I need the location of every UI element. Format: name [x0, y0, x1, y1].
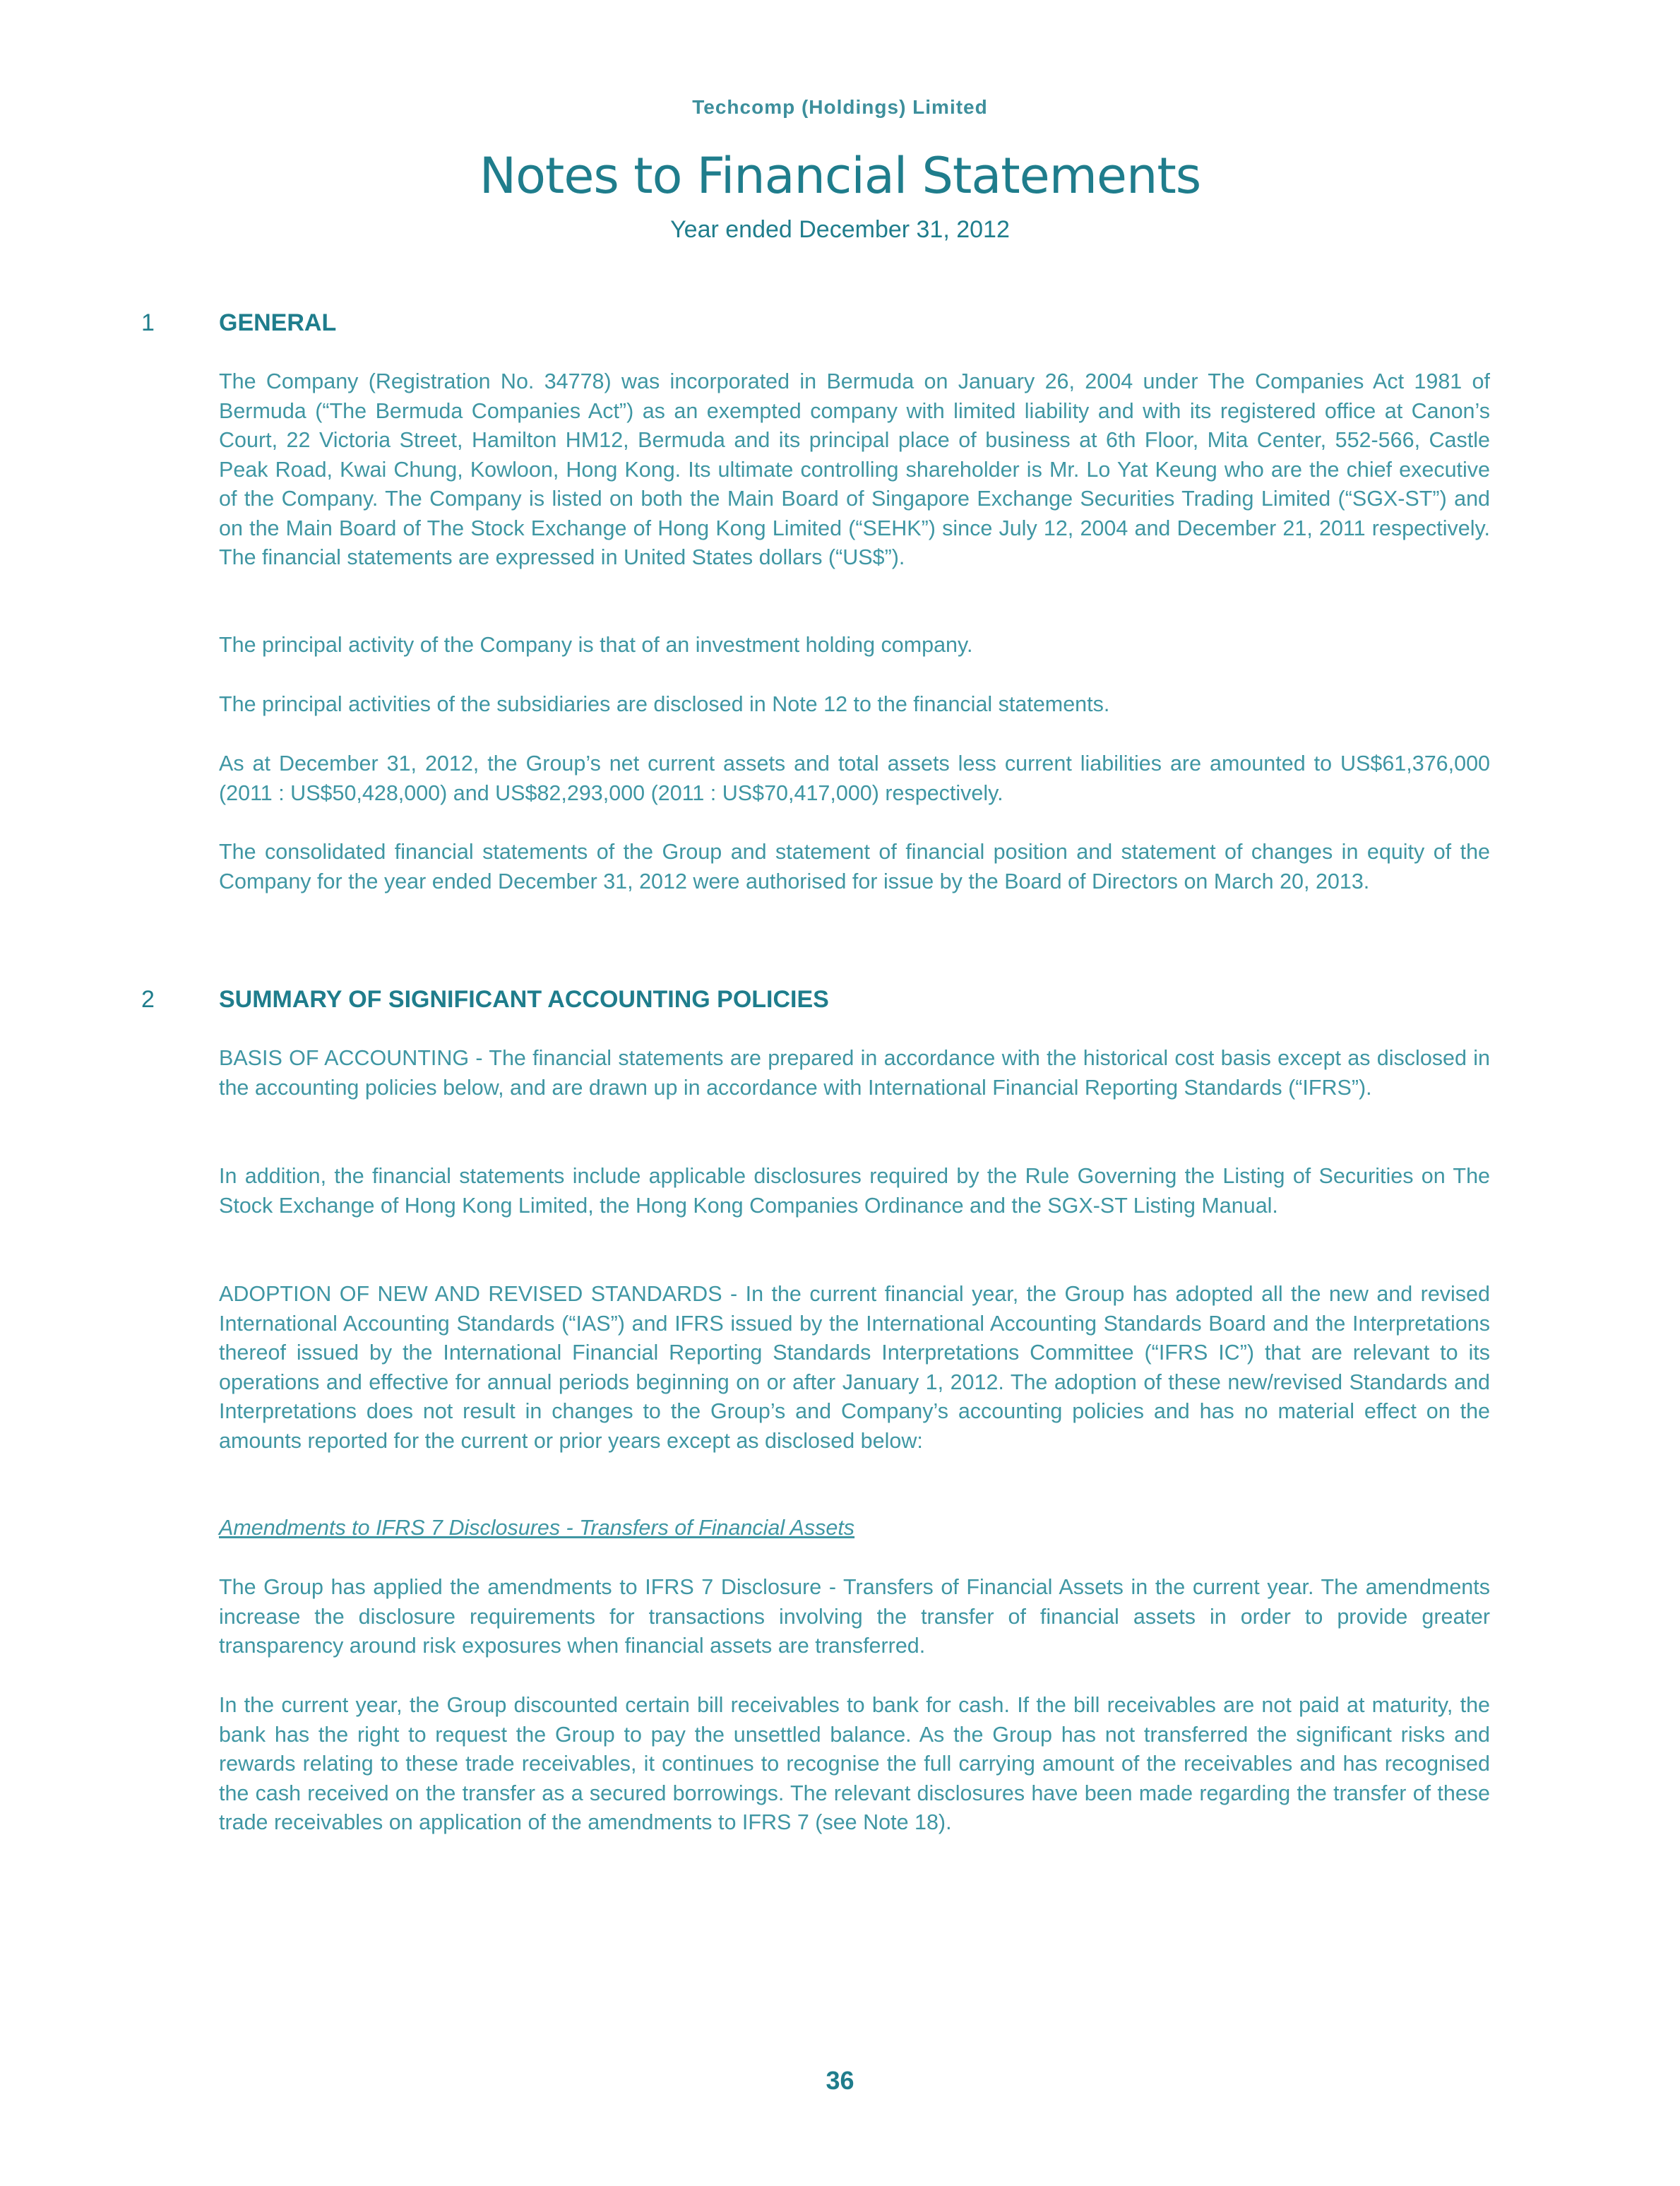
- paragraph: The principal activities of the subsidiaries are disclosed in Note 12 to the financial statements.: [219, 692, 1110, 716]
- section-number: 2: [141, 986, 155, 1013]
- paragraph: ADOPTION OF NEW AND REVISED STANDARDS - In the current financial year, the Group has adopted all the new and revised International Accounting Standards (“IAS”) and IFRS issued by the International Accounting Standards Board and the Interpretations thereof issued by the International Financial Reporting Standards Interpretations Committee (“IFRS IC”) that are relevant to its operations and effective for annual periods beginning on or after January 1, 2012. The adoption of these new/revised Standards and Interpretations does not result in changes to the Group’s and Company’s accounting policies and has no material effect on the amounts reported for the current or prior years except as disclosed below:: [219, 1282, 1490, 1453]
- subsection-heading: Amendments to IFRS 7 Disclosures - Transfers of Financial Assets: [219, 1516, 855, 1540]
- paragraph: In the current year, the Group discounted certain bill receivables to bank for cash. If the bill receivables are not paid at maturity, the bank has the right to request the Group to pay the unsettled balance. As the Group has not transferred the significant risks and rewards relating to these trade receivables, it continues to recognise the full carrying amount of the receivables and has recognised the cash received on the transfer as a secured borrowings. The relevant disclosures have been made regarding the transfer of these trade receivables on application of the amendments to IFRS 7 (see Note 18).: [219, 1693, 1490, 1834]
- paragraph: As at December 31, 2012, the Group’s net current assets and total assets less current liabilities are amounted to US$61,376,000 (2011 : US$50,428,000) and US$82,293,000 (2011 : US$70,417,000) respectively.: [219, 752, 1490, 805]
- paragraph: The principal activity of the Company is that of an investment holding company.: [219, 633, 973, 657]
- section-title: GENERAL: [219, 309, 337, 336]
- page-number: 36: [826, 2066, 854, 2095]
- paragraph: BASIS OF ACCOUNTING - The financial statements are prepared in accordance with the historical cost basis except as disclosed in the accounting policies below, and are drawn up in accordance with International Financial Reporting Standards (“IFRS”).: [219, 1046, 1490, 1100]
- paragraph: The consolidated financial statements of the Group and statement of financial position and statement of changes in equity of the Company for the year ended December 31, 2012 were authorised for issue by the Board of Directors on March 20, 2013.: [219, 840, 1490, 893]
- page-subtitle: Year ended December 31, 2012: [670, 216, 1010, 243]
- company-name: Techcomp (Holdings) Limited: [692, 96, 988, 118]
- paragraph: The Company (Registration No. 34778) was incorporated in Bermuda on January 26, 2004 under The Companies Act 1981 of Bermuda (“The Bermuda Companies Act”) as an exempted company with limited liability and with its registered office at Canon’s Court, 22 Victoria Street, Hamilton HM12, Bermuda and its principal place of business at 6th Floor, Mita Center, 552-566, Castle Peak Road, Kwai Chung, Kowloon, Hong Kong. Its ultimate controlling shareholder is Mr. Lo Yat Keung who are the chief executive of the Company. The Company is listed on both the Main Board of Singapore Exchange Securities Trading Limited (“SGX-ST”) and on the Main Board of The Stock Exchange of Hong Kong Limited (“SEHK”) since July 12, 2004 and December 21, 2011 respectively. The financial statements are expressed in United States dollars (“US$”).: [219, 369, 1490, 569]
- paragraph: The Group has applied the amendments to IFRS 7 Disclosure - Transfers of Financial Assets in the current year. The amendments increase the disclosure requirements for transactions involving the transfer of financial assets in order to provide greater transparency around risk exposures when financial assets are transferred.: [219, 1575, 1490, 1658]
- section-title: SUMMARY OF SIGNIFICANT ACCOUNTING POLICIES: [219, 986, 829, 1013]
- page-title: Notes to Financial Statements: [479, 147, 1201, 205]
- section-number: 1: [141, 309, 155, 336]
- paragraph: In addition, the financial statements include applicable disclosures required by the Rule Governing the Listing of Securities on The Stock Exchange of Hong Kong Limited, the Hong Kong Companies Ordinance and the SGX-ST Listing Manual.: [219, 1164, 1490, 1218]
